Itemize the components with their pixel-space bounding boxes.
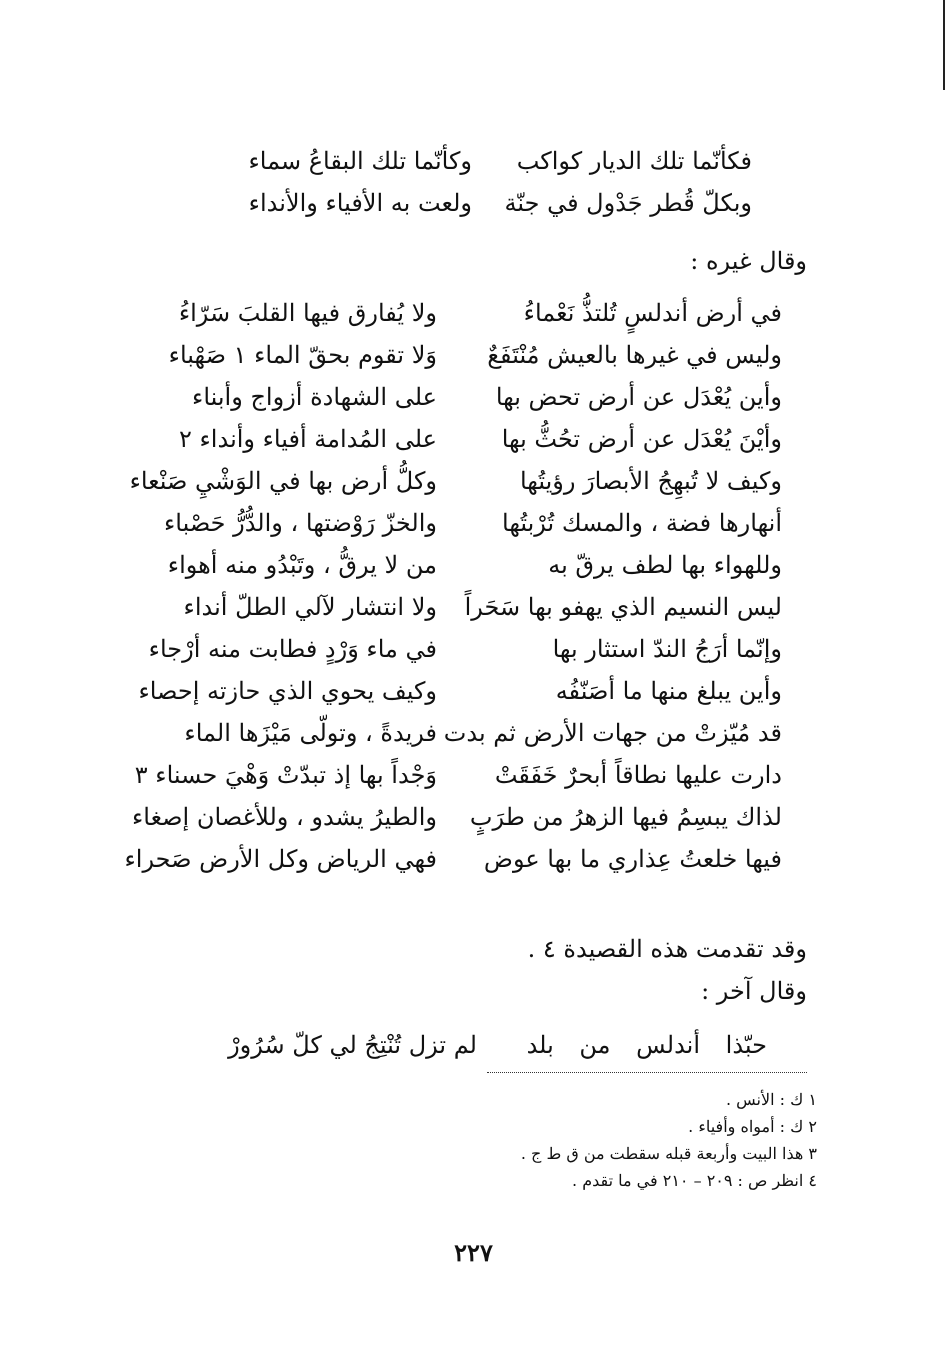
verse-first-hemistich: حبّذا أندلس من بلد <box>526 1031 767 1059</box>
verse-second-hemistich: على الشهادة أزواج وأبناء <box>192 383 437 411</box>
verse-line <box>148 628 782 670</box>
footnote: ٣ هذا البيت وأربعة قبله سقطت من ق ط ج . <box>520 1144 817 1163</box>
verse-second-hemistich: وَجْداً بها إذ تبدّتْ وَهْيَ حسناء ٣ <box>134 761 437 789</box>
verse-line <box>152 418 782 460</box>
verse-second-hemistich: ولا يُفارق فيها القلبَ سَرّاءُ <box>178 299 437 327</box>
verse-second-hemistich: ولعت به الأفياء والأنداء <box>248 189 472 217</box>
verse-second-hemistich: لم تزل تُنْتِجُ لي كلّ سُرُورْ <box>228 1031 477 1059</box>
footnotes <box>397 1086 817 1194</box>
verse-second-hemistich: ولا انتشار لآلي الطلّ أنداء <box>183 593 437 621</box>
verse-second-hemistich: من لا يرقُّ ، وتَبْدُو منه أهواء <box>167 551 437 579</box>
verse-line <box>131 796 782 838</box>
verse-first-hemistich: وليس في غيرها بالعيش مُنْتَفَعٌ <box>487 341 782 369</box>
verse-line <box>138 670 782 712</box>
verse-line <box>152 712 782 754</box>
verse-second-hemistich: وَلا تقوم بحقّ الماء ١ صَهْباء <box>168 341 437 369</box>
intro-text: وقال غيره : <box>690 247 807 275</box>
intro-text: وقد تقدمت هذه القصيدة ٤ . <box>527 935 807 963</box>
footnote: ٢ ك : أمواه وأفياء . <box>688 1117 817 1136</box>
verse-line <box>152 292 782 334</box>
verse-line <box>152 586 782 628</box>
verse-first-hemistich: وأين يُعْدَل عن أرض تحض بها <box>495 383 782 411</box>
verse-second-hemistich: في ماء وَرْدٍ فطابت منه أرْجاء <box>148 635 437 663</box>
verse-line <box>152 334 782 376</box>
poem-3 <box>167 1024 767 1066</box>
verse-first-hemistich: وبكلّ قُطر جَدْول في جنّة <box>504 189 752 217</box>
verse-second-hemistich: فهي الرياض وكل الأرض صَحراء <box>124 845 437 873</box>
intro-lines <box>407 928 807 1012</box>
footnote: ٤ انظر ص : ٢٠٩ – ٢١٠ في ما تقدم . <box>572 1171 817 1190</box>
footnote-separator <box>487 1072 807 1073</box>
page-edge-line <box>943 0 945 90</box>
verse-second-hemistich: وكأنّما تلك البقاعُ سماء <box>248 147 472 175</box>
verse-first-hemistich: أنهارها فضة ، والمسك تُرْبتُها <box>502 509 782 537</box>
footnote: ١ ك : الأنس . <box>725 1090 817 1109</box>
verse-line <box>152 544 782 586</box>
verse-second-hemistich: وكيف يحوي الذي حازته إحصاء <box>138 677 437 705</box>
poem-1 <box>192 140 752 224</box>
verse-first-hemistich: وأين يبلغ منها ما أصَنّفُه <box>555 677 782 705</box>
intro-line <box>507 240 807 282</box>
verse-second-hemistich: على المُدامة أفياء وأنداء ٢ <box>179 425 437 453</box>
verse-first-hemistich: وأيْنَ يُعْدَل عن أرض تحُثُّ بها <box>501 425 782 453</box>
verse-first-hemistich: فكأنّما تلك الديار كواكب <box>516 147 752 175</box>
verse-first-hemistich: فيها خلعتُ عِذاري ما بها عوض <box>483 845 782 873</box>
verse-first-hemistich: وكيف لا تُبهِجُ الأبصارَ رؤيتُها <box>519 467 782 495</box>
intro-text: وقال آخر : <box>701 977 807 1005</box>
verse-first-hemistich: في أرض أندلسٍ تُلتذُّ نَعْماءُ <box>523 299 782 327</box>
verse-second-hemistich: وكلُّ أرض بها في الوَشْيِ صَنْعاء <box>129 467 437 495</box>
verse-line <box>167 1024 767 1066</box>
verse-second-hemistich: والخزّ رَوْضتها ، والدُّرُّ حَصْباء <box>164 509 437 537</box>
page-number: ٢٢٧ <box>454 1238 493 1267</box>
verse-line <box>192 140 752 182</box>
poem-2 <box>124 292 782 880</box>
verse-first-hemistich: لذاك يبسِمُ فيها الزهرُ من طرَبٍ <box>469 803 782 831</box>
verse-second-hemistich: والطيرُ يشدو ، وللأغصان إصغاء <box>131 803 437 831</box>
verse-line <box>129 460 782 502</box>
verse-first-hemistich: وإنّما أرَجُ الندّ استثار بها <box>552 635 782 663</box>
verse-line <box>152 376 782 418</box>
verse-first-hemistich: دارت عليها نطاقاً أبحرٌ خَفَقَتْ <box>494 761 782 789</box>
verse-line <box>124 838 782 880</box>
verse-line <box>152 502 782 544</box>
verse-second-hemistich: فريدةً ، وتولّى مَيْزَها الماء <box>184 719 437 747</box>
verse-first-hemistich: قد مُيّزتْ من جهات الأرض ثم بدت <box>443 719 782 747</box>
verse-line <box>134 754 782 796</box>
verse-line <box>192 182 752 224</box>
verse-first-hemistich: وللهواء بها لطف يرقّ به <box>548 551 782 579</box>
verse-first-hemistich: ليس النسيم الذي يهفو بها سَحَراً <box>464 593 782 621</box>
